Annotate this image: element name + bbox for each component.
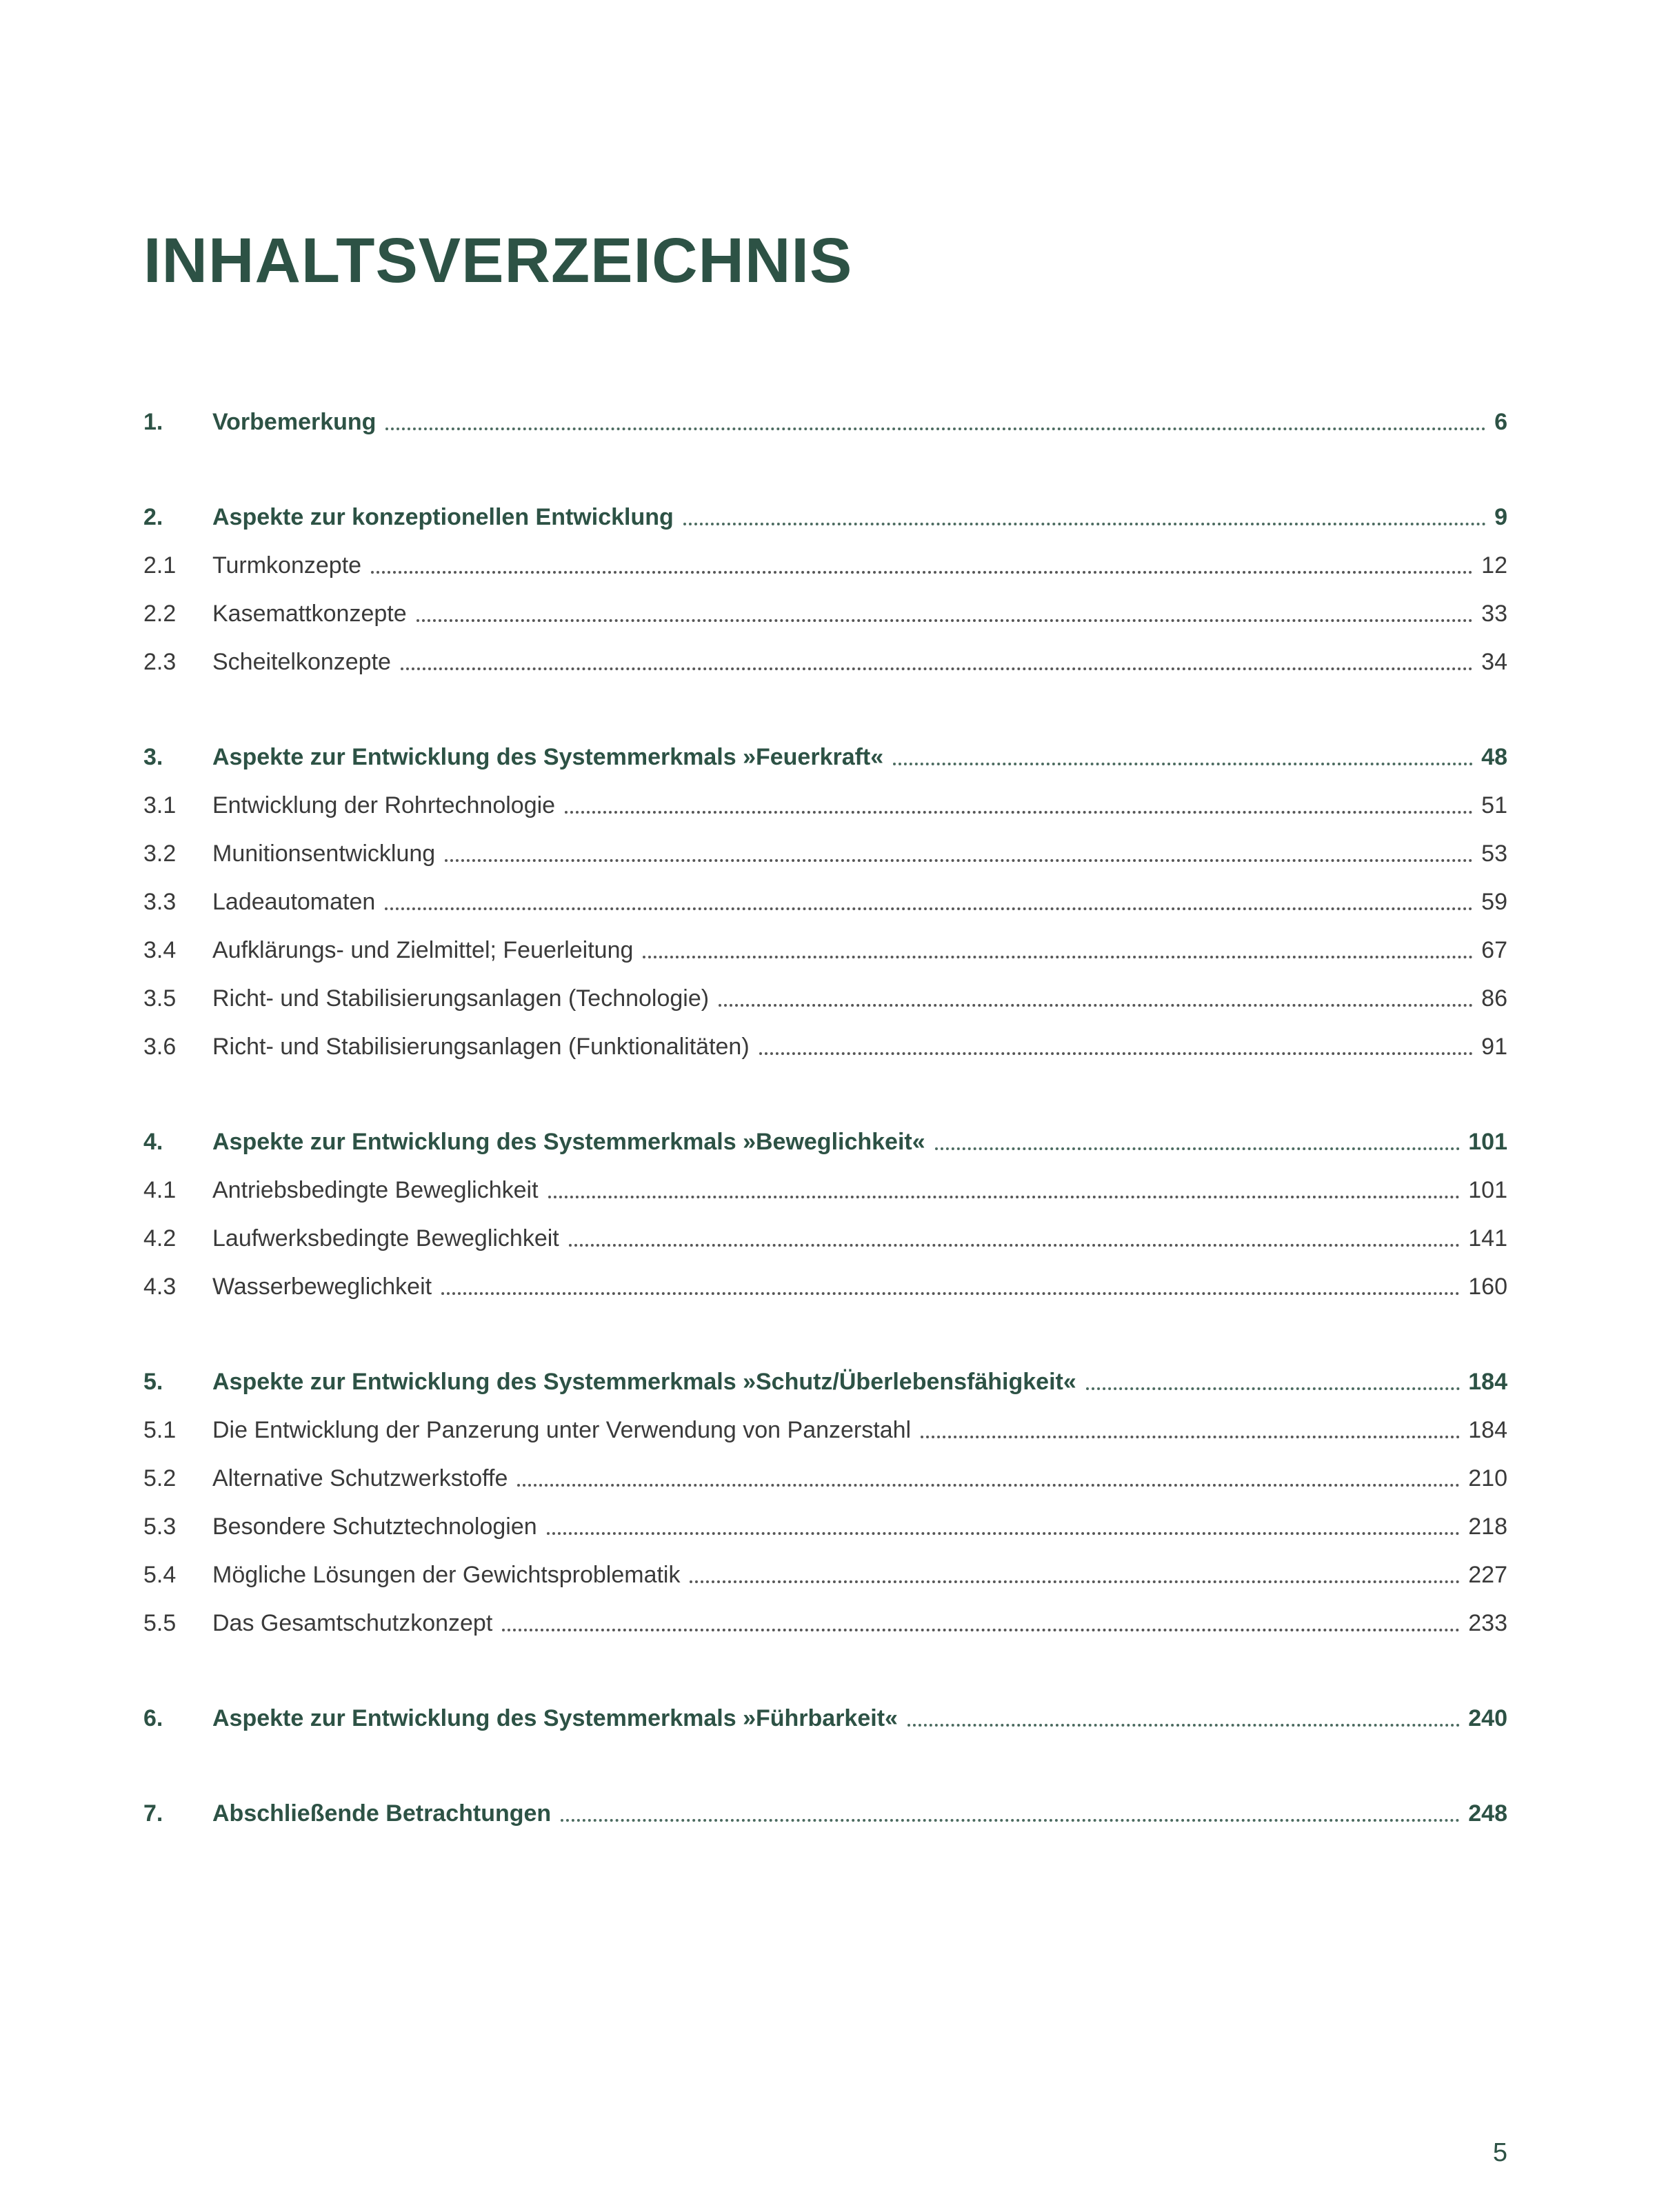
dot-leader <box>759 1052 1474 1055</box>
toc-entry-label: Alternative Schutzwerkstoffe <box>212 1465 508 1491</box>
toc-entry <box>143 1454 1507 1502</box>
dot-leader <box>385 907 1473 910</box>
dot-leader <box>502 1629 1460 1631</box>
dot-leader <box>690 1580 1460 1583</box>
dot-leader <box>921 1436 1460 1438</box>
toc-entry-page: 59 <box>1481 888 1507 915</box>
dot-leader <box>517 1484 1460 1487</box>
dot-leader <box>371 571 1473 574</box>
toc-entry <box>143 733 1507 781</box>
toc-entry-label: Entwicklung der Rohrtechnologie <box>212 792 556 818</box>
toc-entry-number: 5.3 <box>143 1513 177 1540</box>
toc-entry-page: 33 <box>1481 600 1507 627</box>
toc-entry-label: Ladeautomaten <box>212 888 376 915</box>
toc-entry-number: 5.4 <box>143 1561 177 1588</box>
dot-leader <box>548 1196 1461 1198</box>
toc-entry-number: 4.1 <box>143 1176 177 1203</box>
dot-leader <box>417 619 1474 622</box>
toc-entry-page: 210 <box>1468 1465 1507 1491</box>
dot-leader <box>907 1724 1460 1727</box>
toc-entry-page: 34 <box>1481 648 1507 675</box>
toc-entry-label: Antriebsbedingte Beweglichkeit <box>212 1176 539 1203</box>
toc-entry <box>143 1214 1507 1263</box>
toc-entry-number: 2.3 <box>143 648 177 675</box>
toc-entry-page: 184 <box>1468 1416 1507 1443</box>
toc-entry-label: Mögliche Lösungen der Gewichtsproblematik <box>212 1561 681 1588</box>
toc-entry-label: Aspekte zur konzeptionellen Entwicklung <box>212 503 674 530</box>
toc-entry-page: 91 <box>1481 1033 1507 1060</box>
toc-group <box>143 1789 1507 1838</box>
toc-entry <box>143 1118 1507 1166</box>
toc-entry-page: 101 <box>1468 1176 1507 1203</box>
toc-entry-number: 1. <box>143 408 163 435</box>
toc-group <box>143 733 1507 1071</box>
toc-entry <box>143 493 1507 541</box>
dot-leader <box>561 1819 1460 1822</box>
toc-entry-label: Scheitelkonzepte <box>212 648 391 675</box>
dot-leader <box>401 667 1473 670</box>
toc-group <box>143 1358 1507 1647</box>
toc-entry-page: 6 <box>1494 408 1507 435</box>
toc-entry <box>143 781 1507 830</box>
toc-entry-label: Richt- und Stabilisierungsanlagen (Technologie) <box>212 985 710 1012</box>
dot-leader <box>643 956 1473 958</box>
toc-entry <box>143 1789 1507 1838</box>
toc-entry-page: 184 <box>1468 1368 1507 1395</box>
toc-entry-number: 5.2 <box>143 1465 177 1491</box>
toc-entry-number: 2.1 <box>143 552 177 579</box>
toc-entry-number: 2.2 <box>143 600 177 627</box>
toc-entry-number: 5.5 <box>143 1609 177 1636</box>
toc-entry-label: Abschließende Betrachtungen <box>212 1800 552 1827</box>
toc-entry-label: Aspekte zur Entwicklung des Systemmerkmals »Beweglichkeit« <box>212 1128 925 1155</box>
toc-group <box>143 1118 1507 1311</box>
toc-entry-label: Kasemattkonzepte <box>212 600 407 627</box>
toc-entry-page: 227 <box>1468 1561 1507 1588</box>
dot-leader <box>683 523 1486 525</box>
toc-entry <box>143 541 1507 590</box>
toc-entry-page: 160 <box>1468 1273 1507 1300</box>
toc-entry-page: 101 <box>1468 1128 1507 1155</box>
dot-leader <box>385 428 1486 430</box>
toc-entry-page: 9 <box>1494 503 1507 530</box>
toc-entry-number: 3.1 <box>143 792 177 818</box>
toc-entry-page: 218 <box>1468 1513 1507 1540</box>
dot-leader <box>1086 1387 1461 1390</box>
toc-entry-page: 53 <box>1481 840 1507 867</box>
toc-entry-label: Wasserbeweglichkeit <box>212 1273 432 1300</box>
toc-entry-number: 3.4 <box>143 936 177 963</box>
toc-entry-page: 86 <box>1481 985 1507 1012</box>
toc-entry-label: Aspekte zur Entwicklung des Systemmerkmals »Feuerkraft« <box>212 743 884 770</box>
toc-entry-number: 7. <box>143 1800 163 1827</box>
dot-leader <box>445 859 1473 862</box>
dot-leader <box>569 1244 1461 1247</box>
toc-entry-label: Aspekte zur Entwicklung des Systemmerkmals »Führbarkeit« <box>212 1705 898 1731</box>
dot-leader <box>719 1004 1473 1007</box>
toc-entry-label: Munitionsentwicklung <box>212 840 436 867</box>
toc-entry-number: 3.2 <box>143 840 177 867</box>
dot-leader <box>935 1147 1461 1150</box>
toc-entry-number: 5. <box>143 1368 163 1395</box>
toc-entry-label: Aufklärungs- und Zielmittel; Feuerleitung <box>212 936 634 963</box>
dot-leader <box>893 763 1473 765</box>
toc-entry <box>143 638 1507 686</box>
toc-group <box>143 493 1507 686</box>
toc-entry-label: Vorbemerkung <box>212 408 377 435</box>
toc-entry-number: 3. <box>143 743 163 770</box>
toc-entry-label: Besondere Schutztechnologien <box>212 1513 537 1540</box>
toc-entry-label: Aspekte zur Entwicklung des Systemmerkmals »Schutz/Überlebensfähigkeit« <box>212 1368 1076 1395</box>
toc-entry <box>143 590 1507 638</box>
toc-entry-page: 240 <box>1468 1705 1507 1731</box>
toc-entry-label: Laufwerksbedingte Beweglichkeit <box>212 1225 559 1251</box>
toc-entry-page: 48 <box>1481 743 1507 770</box>
toc-entry-number: 4.3 <box>143 1273 177 1300</box>
toc-entry-number: 4.2 <box>143 1225 177 1251</box>
page-number: 5 <box>1492 2138 1507 2167</box>
toc-entry <box>143 830 1507 878</box>
toc-group <box>143 1694 1507 1742</box>
toc-entry-page: 67 <box>1481 936 1507 963</box>
toc-group <box>143 398 1507 446</box>
toc-entry-number: 3.3 <box>143 888 177 915</box>
toc-entry-label: Richt- und Stabilisierungsanlagen (Funktionalitäten) <box>212 1033 750 1060</box>
toc-entry <box>143 1358 1507 1406</box>
toc-entry-number: 5.1 <box>143 1416 177 1443</box>
toc-entry-number: 2. <box>143 503 163 530</box>
page-title: INHALTSVERZEICHNIS <box>143 225 853 296</box>
toc-entry <box>143 926 1507 974</box>
toc-entry-number: 4. <box>143 1128 163 1155</box>
toc-entry-page: 12 <box>1481 552 1507 579</box>
toc-entry-number: 3.6 <box>143 1033 177 1060</box>
toc-entry-number: 6. <box>143 1705 163 1731</box>
toc-entry-label: Das Gesamtschutzkonzept <box>212 1609 493 1636</box>
toc-entry <box>143 1551 1507 1599</box>
toc-entry-label: Turmkonzepte <box>212 552 362 579</box>
toc-entry <box>143 1694 1507 1742</box>
toc-entry <box>143 1406 1507 1454</box>
toc-entry-number: 3.5 <box>143 985 177 1012</box>
toc-entry <box>143 398 1507 446</box>
dot-leader <box>547 1532 1461 1535</box>
toc-entry <box>143 1599 1507 1647</box>
toc-entry <box>143 974 1507 1023</box>
toc-entry-page: 233 <box>1468 1609 1507 1636</box>
toc-entry-page: 51 <box>1481 792 1507 818</box>
toc-entry <box>143 1263 1507 1311</box>
dot-leader <box>441 1292 1460 1295</box>
toc-entry <box>143 1166 1507 1214</box>
toc-entry <box>143 1502 1507 1551</box>
toc-entry-label: Die Entwicklung der Panzerung unter Verwendung von Panzerstahl <box>212 1416 912 1443</box>
toc-entry-page: 248 <box>1468 1800 1507 1827</box>
dot-leader <box>565 811 1473 814</box>
table-of-contents <box>143 398 1507 1838</box>
toc-entry <box>143 878 1507 926</box>
toc-entry-page: 141 <box>1468 1225 1507 1251</box>
toc-entry <box>143 1023 1507 1071</box>
